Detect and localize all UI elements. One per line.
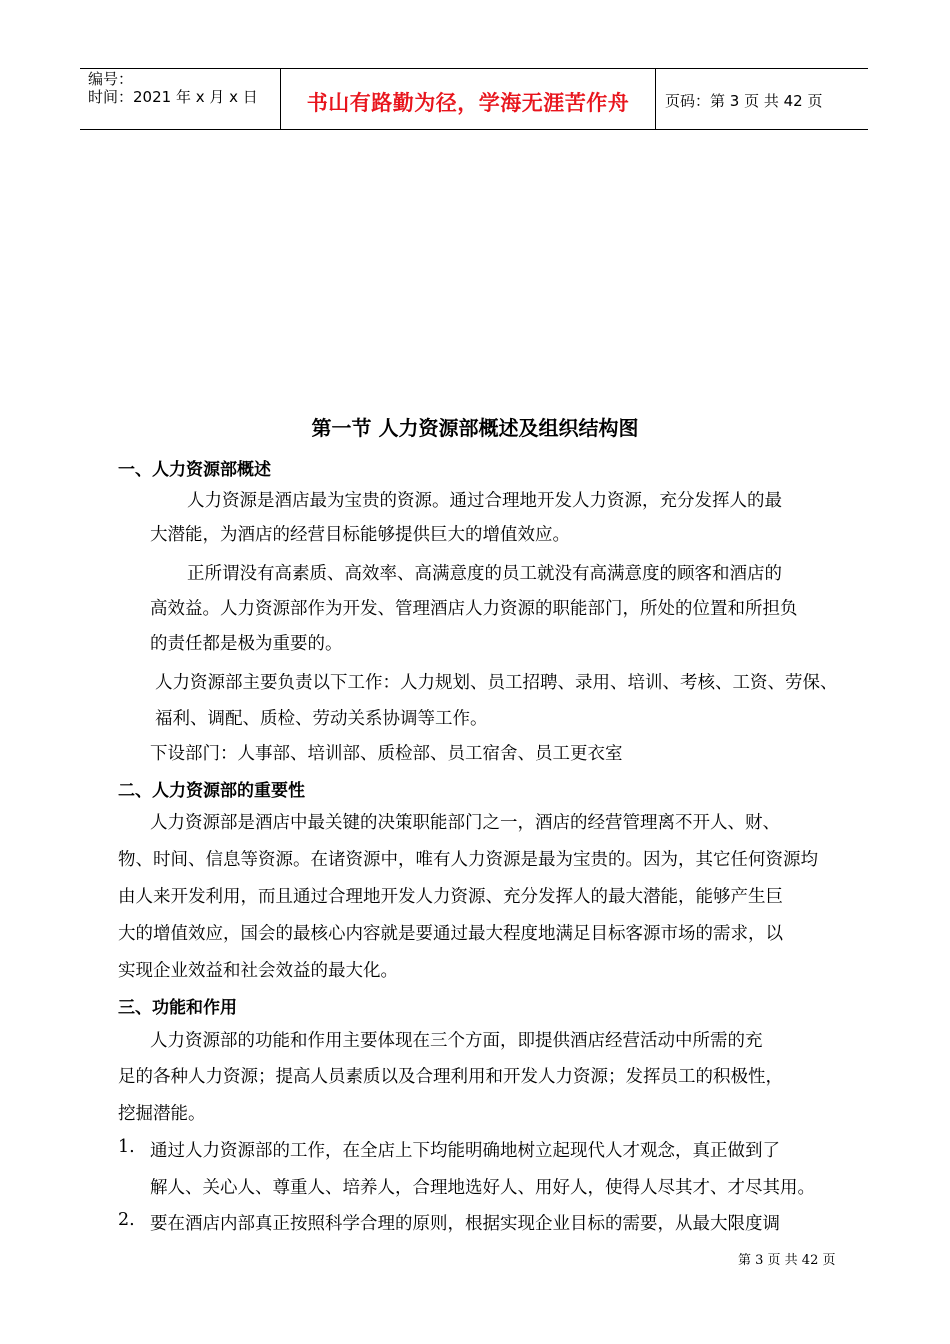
header-page-cell [655, 69, 868, 129]
page-info: 页码：第 3 页 共 42 页 [665, 92, 823, 110]
list-item-number: 2. [118, 1210, 135, 1230]
paragraph-line: 足的各种人力资源；提高人员素质以及合理利用和开发人力资源；发挥员工的积极性， [118, 1067, 783, 1087]
list-item-line: 要在酒店内部真正按照科学合理的原则，根据实现企业目标的需要，从最大限度调 [150, 1214, 780, 1234]
paragraph-line: 由人来开发利用，而且通过合理地开发人力资源、充分发挥人的最大潜能，能够产生巨 [118, 887, 783, 907]
code-label: 编号： [88, 70, 134, 88]
paragraph-line: 挖掘潜能。 [118, 1104, 206, 1124]
paragraph-line: 人力资源部是酒店中最关键的决策职能部门之一，酒店的经营管理离不开人、财、 [150, 813, 780, 833]
page-footer: 第 3 页 共 42 页 [738, 1253, 836, 1268]
paragraph-line: 人力资源部的功能和作用主要体现在三个方面，即提供酒店经营活动中所需的充 [150, 1031, 763, 1051]
list-item-number: 1. [118, 1137, 135, 1157]
time-label: 时间：2021 年 x 月 x 日 [88, 88, 258, 106]
paragraph-line: 大的增值效应，国会的最核心内容就是要通过最大程度地满足目标客源市场的需求，以 [118, 924, 783, 944]
paragraph-line: 物、时间、信息等资源。在诸资源中，唯有人力资源是最为宝贵的。因为，其它任何资源均 [118, 850, 818, 870]
heading-importance: 二、人力资源部的重要性 [118, 781, 305, 801]
paragraph-line: 正所谓没有高素质、高效率、高满意度的员工就没有高满意度的顾客和酒店的 [187, 564, 782, 584]
header-meta [80, 69, 280, 129]
heading-overview: 一、人力资源部概述 [118, 460, 271, 480]
list-item-line: 通过人力资源部的工作，在全店上下均能明确地树立起现代人才观念，真正做到了 [150, 1141, 780, 1161]
paragraph-line: 高效益。人力资源部作为开发、管理酒店人力资源的职能部门，所处的位置和所担负 [150, 599, 798, 619]
paragraph-line: 下设部门：人事部、培训部、质检部、员工宿舍、员工更衣室 [150, 744, 623, 764]
paragraph-line: 的责任都是极为重要的。 [150, 634, 343, 654]
paragraph-line: 人力资源部主要负责以下工作：人力规划、员工招聘、录用、培训、考核、工资、劳保、 [155, 673, 838, 693]
paragraph-line: 大潜能，为酒店的经营目标能够提供巨大的增值效应。 [150, 525, 570, 545]
paragraph-line: 福利、调配、质检、劳动关系协调等工作。 [155, 709, 488, 729]
paragraph-line: 实现企业效益和社会效益的最大化。 [118, 961, 398, 981]
paragraph-line: 人力资源是酒店最为宝贵的资源。通过合理地开发人力资源，充分发挥人的最 [187, 491, 782, 511]
header-motto-cell [280, 69, 656, 129]
page-header [80, 68, 868, 130]
list-item-line: 解人、关心人、尊重人、培养人，合理地选好人、用好人，使得人尽其才、才尽其用。 [150, 1178, 815, 1198]
heading-functions: 三、功能和作用 [118, 998, 237, 1018]
motto: 书山有路勤为径，学海无涯苦作舟 [306, 91, 630, 115]
section-title: 第一节 人力资源部概述及组织结构图 [311, 416, 639, 440]
